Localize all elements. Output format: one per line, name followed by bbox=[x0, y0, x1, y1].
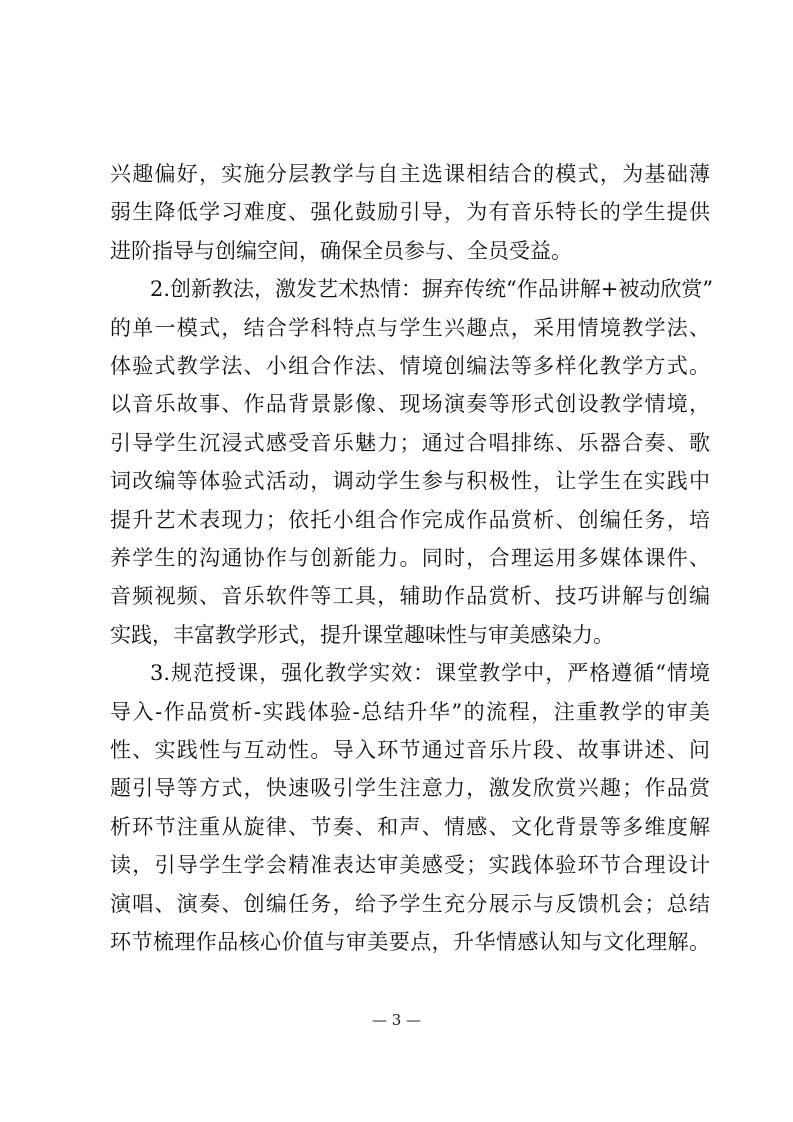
text-line: 音频视频、音乐软件等工具，辅助作品赏析、技巧讲解与创编 bbox=[110, 584, 710, 609]
text-line: 演唱、演奏、创编任务，给予学生充分展示与反馈机会；总结 bbox=[110, 891, 710, 916]
text-line: 实践，丰富教学形式，提升课堂趣味性与审美感染力。 bbox=[110, 622, 614, 647]
text-line: 环节梳理作品核心价值与审美要点，升华情感认知与文化理解。 bbox=[110, 930, 710, 954]
text-line: 的单一模式，结合学科特点与学生兴趣点，采用情境教学法、 bbox=[110, 315, 710, 340]
text-line: 进阶指导与创编空间，确保全员参与、全员受益。 bbox=[110, 238, 572, 263]
text-line: 读，引导学生学会精准表达审美感受；实践体验环节合理设计 bbox=[110, 853, 710, 878]
page-number: — 3 — bbox=[371, 1011, 422, 1029]
text-line: 词改编等体验式活动，调动学生参与积极性，让学生在实践中 bbox=[110, 469, 710, 494]
paragraph-heading-line: 3.规范授课，强化教学实效：课堂教学中，严格遵循“情境 bbox=[150, 661, 710, 686]
text-line: 弱生降低学习难度、强化鼓励引导，为有音乐特长的学生提供 bbox=[110, 200, 710, 225]
text-line: 析环节注重从旋律、节奏、和声、情感、文化背景等多维度解 bbox=[110, 814, 710, 839]
text-line: 引导学生沉浸式感受音乐魅力；通过合唱排练、乐器合奏、歌 bbox=[110, 430, 710, 455]
text-line: 导入-作品赏析-实践体验-总结升华”的流程，注重教学的审美 bbox=[110, 699, 710, 724]
text-line: 题引导等方式，快速吸引学生注意力，激发欣赏兴趣；作品赏 bbox=[110, 776, 710, 801]
text-line: 养学生的沟通协作与创新能力。同时，合理运用多媒体课件、 bbox=[110, 546, 710, 570]
text-line: 体验式教学法、小组合作法、情境创编法等多样化教学方式。 bbox=[110, 354, 710, 378]
text-line: 性、实践性与互动性。导入环节通过音乐片段、故事讲述、问 bbox=[110, 738, 710, 762]
text-line: 以音乐故事、作品背景影像、现场演奏等形式创设教学情境， bbox=[110, 392, 710, 417]
text-line: 兴趣偏好，实施分层教学与自主选课相结合的模式，为基础薄 bbox=[110, 162, 710, 186]
text-line: 提升艺术表现力；依托小组合作完成作品赏析、创编任务，培 bbox=[110, 507, 710, 532]
paragraph-heading-line: 2.创新教法，激发艺术热情：摒弃传统“作品讲解+被动欣赏” bbox=[150, 277, 714, 302]
